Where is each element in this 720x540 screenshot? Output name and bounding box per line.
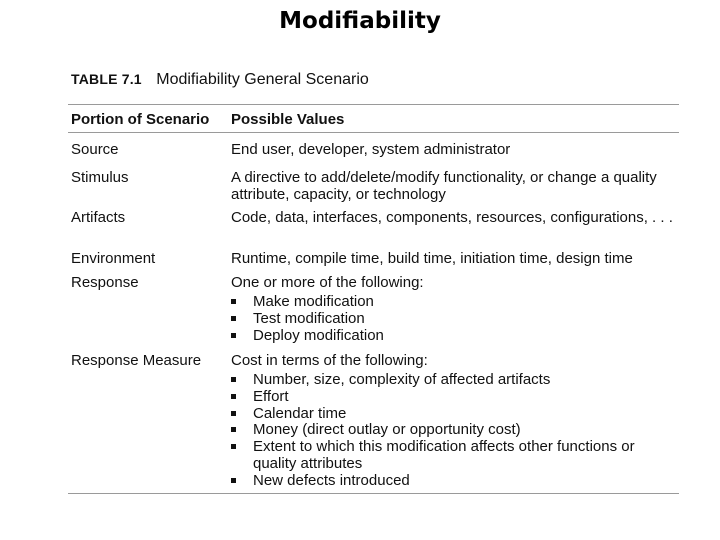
table-header-rule: [68, 132, 679, 133]
list-item: Test modification: [231, 311, 681, 328]
header-portion: Portion of Scenario: [71, 111, 210, 128]
row-environment-portion: Environment: [71, 250, 156, 267]
table-caption-label: TABLE 7.1: [71, 71, 142, 87]
table-caption: [71, 71, 369, 89]
row-response-value: One or more of the following:: [231, 274, 424, 291]
slide-title: Modifiability: [279, 8, 441, 34]
response-bullet-list: [231, 294, 681, 344]
list-item: Effort: [231, 389, 671, 406]
list-item: New defects introduced: [231, 473, 671, 490]
row-response-cell: [231, 274, 681, 344]
row-environment-value: Runtime, compile time, build time, initiation time, design time: [231, 250, 633, 267]
header-values: Possible Values: [231, 111, 345, 128]
table-bottom-rule: [68, 493, 679, 494]
list-item: Extent to which this modification affects other functions or quality attributes: [231, 439, 671, 473]
row-response-measure-cell: [231, 352, 671, 490]
row-stimulus-portion: Stimulus: [71, 169, 129, 186]
row-response-portion: Response: [71, 274, 139, 291]
row-source-portion: Source: [71, 141, 119, 158]
row-stimulus-value: A directive to add/delete/modify functionality, or change a quality attribute, capacity, or technology: [231, 169, 657, 203]
row-response-measure-value: Cost in terms of the following:: [231, 352, 428, 369]
list-item: Calendar time: [231, 406, 671, 423]
row-response-measure-portion: Response Measure: [71, 352, 202, 369]
table-top-rule: [68, 104, 679, 105]
table-caption-title: Modifiability General Scenario: [156, 71, 369, 88]
row-artifacts-portion: Artifacts: [71, 209, 126, 226]
list-item: Deploy modification: [231, 328, 681, 345]
row-source-value: End user, developer, system administrator: [231, 141, 511, 158]
list-item: Number, size, complexity of affected artifacts: [231, 372, 671, 389]
list-item: Money (direct outlay or opportunity cost): [231, 422, 671, 439]
row-artifacts-value: Code, data, interfaces, components, resources, configurations, . . .: [231, 209, 673, 226]
list-item: Make modification: [231, 294, 681, 311]
response-measure-bullet-list: [231, 372, 671, 490]
